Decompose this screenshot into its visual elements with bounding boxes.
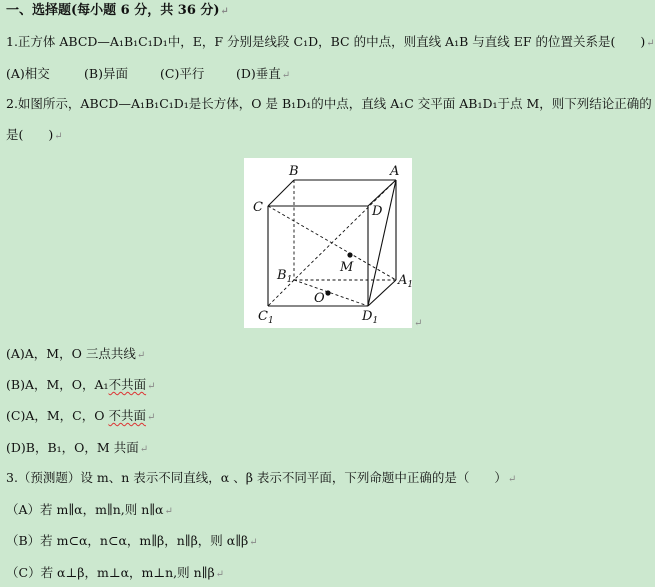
edge-D1A1 (368, 280, 396, 306)
paragraph-mark-icon: ↵ (146, 412, 156, 423)
label-C: C (253, 200, 263, 215)
q3-stem-text: 3.（预测题）设 m、n 表示不同直线，α 、β 表示不同平面，下列命题中正确的是（ ） (6, 470, 507, 485)
label-A1: $A_1$ (398, 273, 414, 290)
section-title-text: 一、选择题(每小题 6 分，共 36 分) (6, 3, 220, 18)
cuboid-figure (244, 158, 412, 328)
edge-CB (268, 180, 294, 206)
point-M (347, 252, 352, 257)
q1-stem (6, 34, 655, 52)
q3-stem (6, 470, 516, 488)
q1-option-c: (C)平行 (160, 66, 205, 81)
paragraph-mark-icon: ↵ (215, 569, 225, 580)
q2-stem-line2 (6, 127, 63, 145)
point-O (325, 290, 330, 295)
q1-option-a: (A)相交 (6, 66, 50, 81)
paragraph-mark-icon: ↵ (507, 474, 517, 485)
q2-option-c: (C)A，M，C，O 不共面↵ (6, 408, 156, 423)
q2-option-d: (D)B，B₁，O，M 共面↵ (6, 440, 149, 455)
q2-option-a: (A)A，M，O 三点共线↵ (6, 346, 146, 361)
label-D1: $D_1$ (362, 309, 379, 326)
label-C1: $C_1$ (258, 309, 274, 326)
paragraph-mark-icon: ↵ (646, 38, 655, 49)
label-M: M (340, 260, 354, 275)
paragraph-mark-icon: ↵ (164, 506, 173, 517)
q1-option-d: (D)垂直 (236, 66, 281, 81)
paragraph-mark-icon: ↵ (414, 318, 423, 329)
label-A: A (390, 164, 400, 179)
label-D: D (372, 204, 383, 219)
line-AD1 (368, 180, 396, 306)
label-B: B (289, 164, 299, 179)
paragraph-mark-icon: ↵ (147, 381, 156, 392)
q3-option-a: （A）若 m∥α，m∥n,则 n∥α↵ (6, 502, 173, 517)
q2-stem-line2-text: 是( ) (6, 127, 54, 142)
section-title (6, 3, 229, 20)
paragraph-mark-icon: ↵ (281, 70, 291, 81)
paragraph-mark-icon: ↵ (139, 444, 149, 455)
q3-option-c: （C）若 α⊥β，m⊥α，m⊥n,则 n∥β↵ (6, 565, 225, 580)
paragraph-mark-icon: ↵ (136, 350, 146, 361)
paragraph-mark-icon: ↵ (220, 6, 229, 17)
q1-option-b: (B)异面 (84, 66, 128, 81)
label-B1: $B_1$ (277, 268, 293, 285)
line-B1D1 (294, 280, 368, 306)
cuboid-diagram (244, 158, 412, 328)
q2-stem-line1: 2.如图所示，ABCD—A₁B₁C₁D₁是长方体，O 是 B₁D₁的中点，直线 A₁C 交平面 AB₁D₁于点 M，则下列结论正确的 (6, 96, 652, 111)
q3-option-b: （B）若 m⊂α，n⊂α，m∥β，n∥β，则 α∥β↵ (6, 533, 258, 548)
q1-stem-text: 1.正方体 ABCD—A₁B₁C₁D₁中，E，F 分别是线段 C₁D，BC 的中点，则直线 A₁B 与直线 EF 的位置关系是( ) (6, 34, 646, 49)
paragraph-mark-icon: ↵ (249, 537, 258, 548)
q1-options (6, 66, 290, 84)
label-O: O (314, 291, 325, 306)
paragraph-mark-icon: ↵ (54, 131, 63, 142)
q2-option-b: (B)A，M，O，A₁不共面↵ (6, 377, 156, 392)
